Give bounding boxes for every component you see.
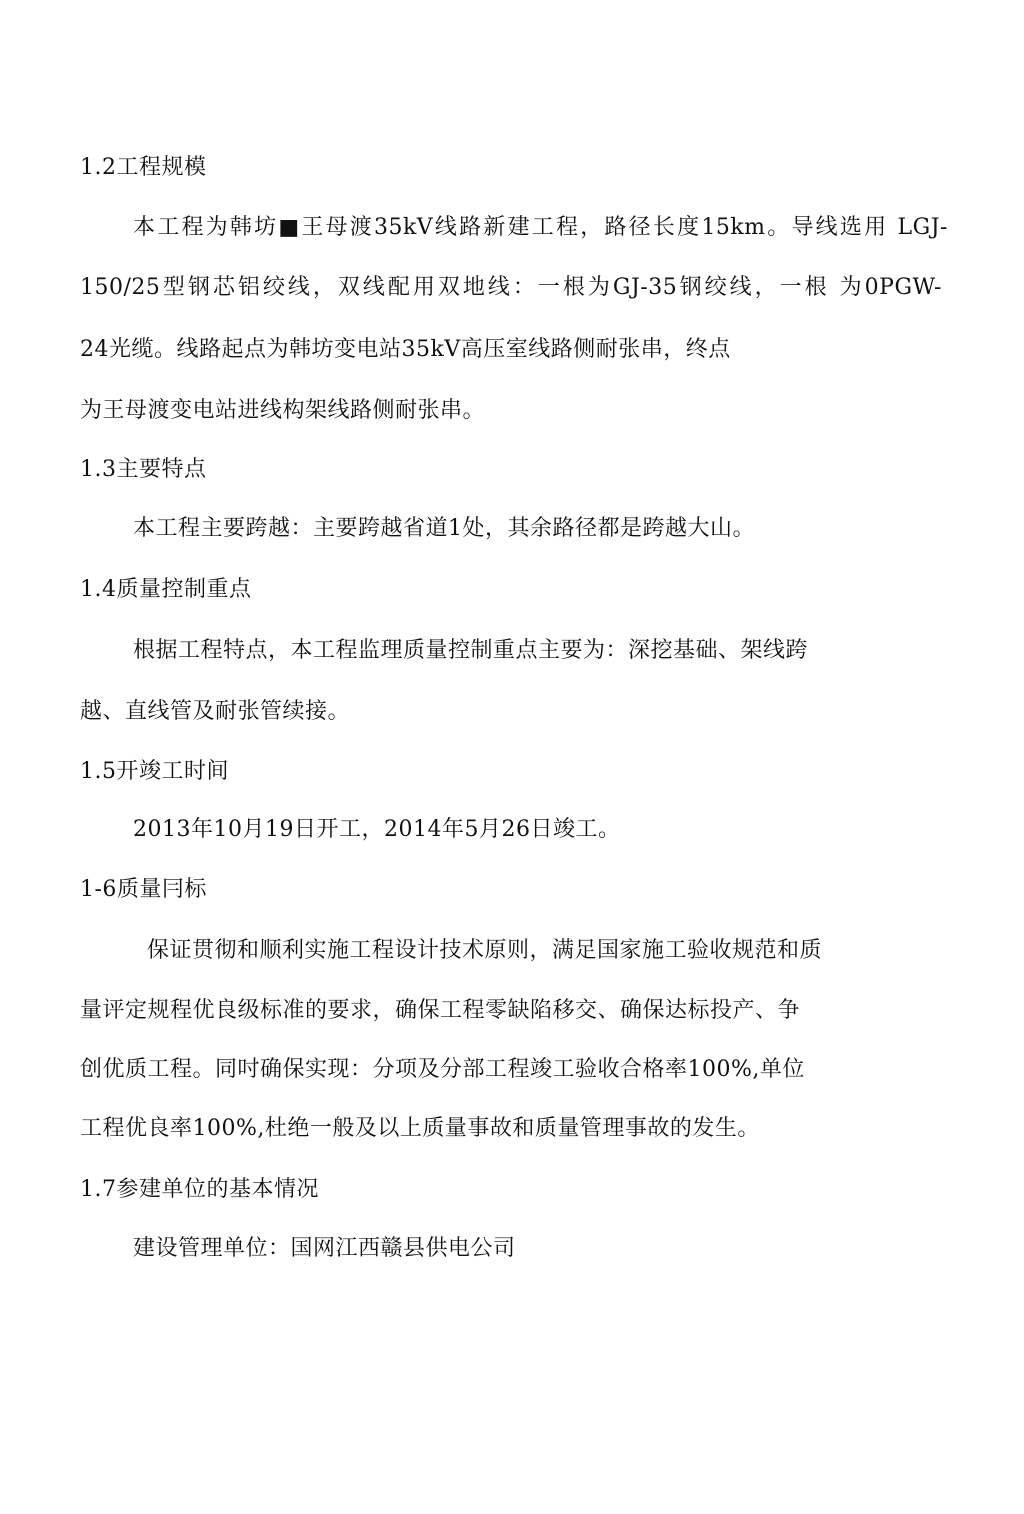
section-heading: 1.4质量控制重点 [80, 577, 252, 602]
section-heading: 1.7参建单位的基本情况 [80, 1177, 319, 1202]
paragraph-line: 150/25型钢芯铝绞线，双线配用双地线：一根为GJ-35钢绞线，一根 为0PGW- [80, 275, 942, 300]
paragraph-line: 根据工程特点，本工程监理质量控制重点主要为：深挖基础、架线跨 [133, 638, 809, 663]
paragraph-line: 24光缆。线路起点为韩坊变电站35kV高压室线路侧耐张串，终点 [80, 337, 731, 362]
paragraph-line: 为王母渡变电站进线构架线路侧耐张串。 [80, 398, 486, 423]
section-heading: 1.3主要特点 [80, 457, 207, 482]
paragraph-line: 量评定规程优良级标准的要求，确保工程零缺陷移交、确保达标投产、争 [80, 998, 801, 1023]
paragraph-line: 本工程主要跨越：主要跨越省道1处，其余路径都是跨越大山。 [133, 516, 755, 541]
section-heading: 1-6质量冃标 [80, 877, 207, 902]
section-heading: 1.2工程规模 [80, 155, 207, 180]
section-heading: 1.5开竣工时间 [80, 759, 229, 784]
paragraph-line: 工程优良率100%,杜绝一般及以上质量事故和质量管理事故的发生。 [80, 1116, 760, 1141]
paragraph-line: 本工程为韩坊■王母渡35kV线路新建工程，路径长度15km。导线选用 LGJ- [133, 215, 948, 240]
paragraph-line: 建设管理单位：国网江西赣县供电公司 [133, 1236, 516, 1261]
paragraph-line: 2013年10月19日开工，2014年5月26日竣工。 [133, 817, 621, 842]
paragraph-line: 创优质工程。同吋确保实现：分项及分部工程竣工验收合格率100%,单位 [80, 1057, 805, 1082]
paragraph-line: 保证贯彻和顺利实施工程设计技术原则，满足国家施工验收规范和质 [147, 938, 823, 963]
paragraph-line: 越、直线管及耐张管续接。 [80, 699, 351, 724]
